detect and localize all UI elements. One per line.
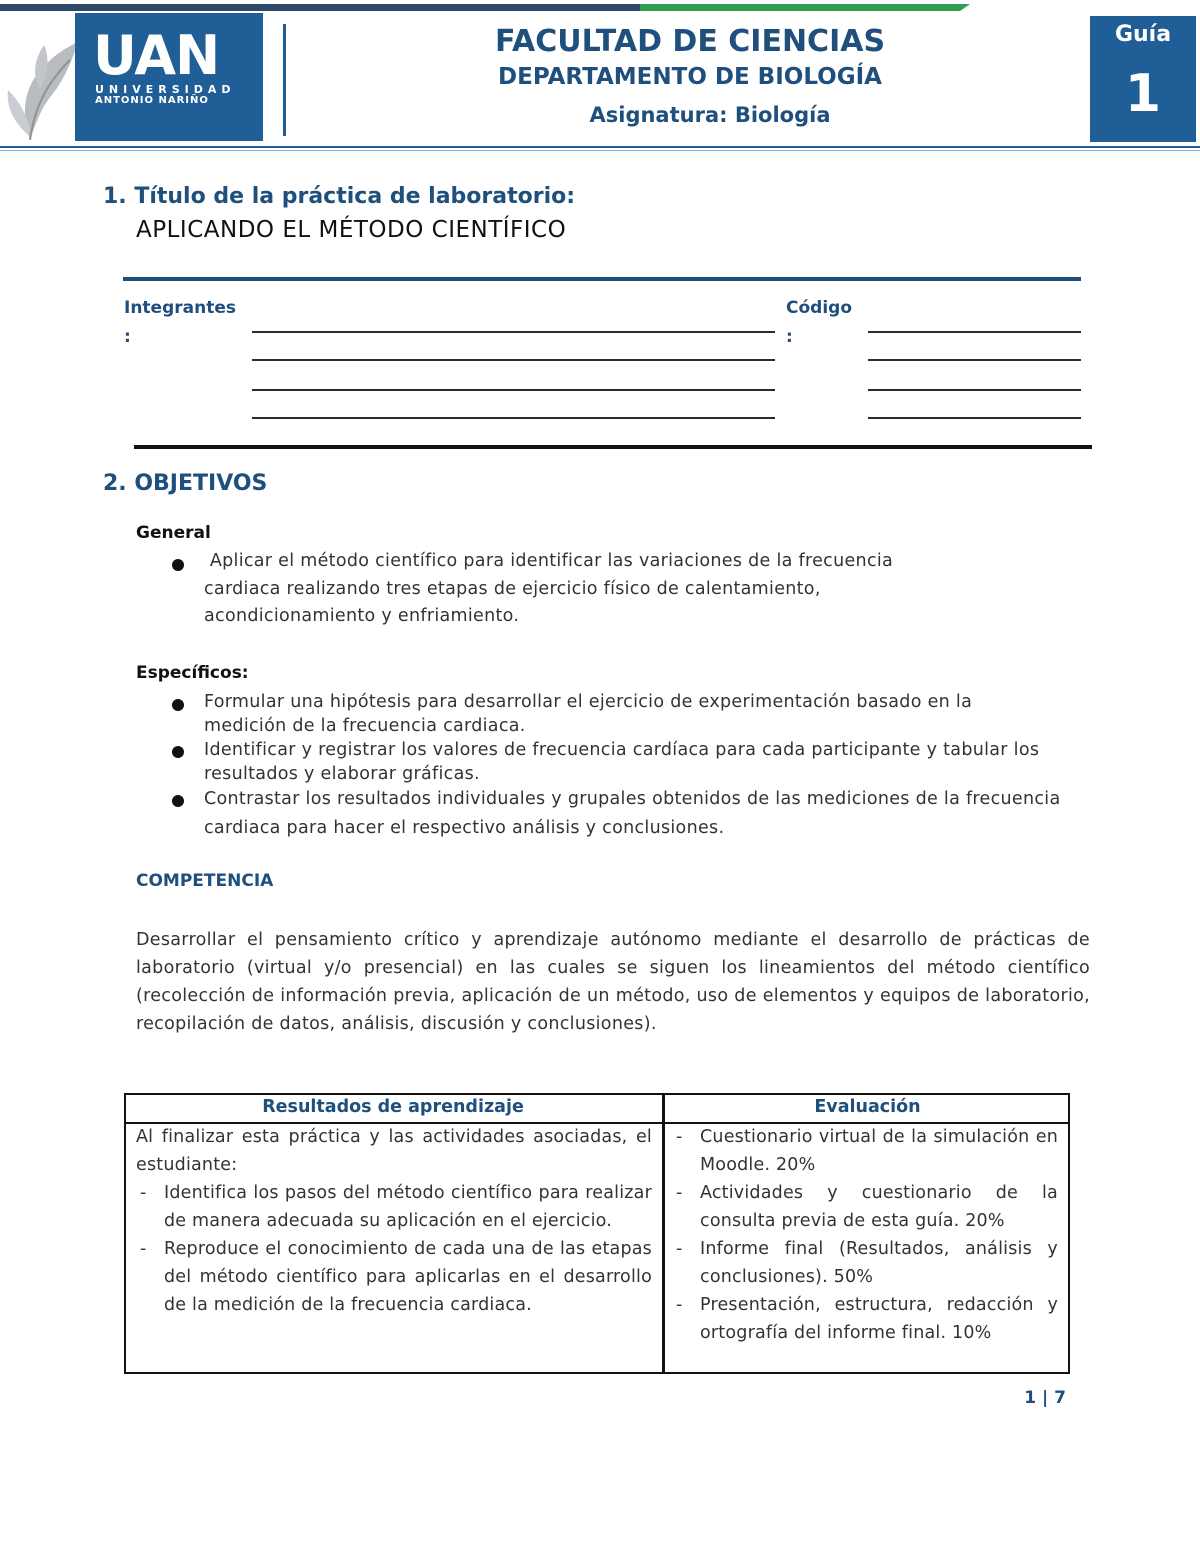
evaluation-item: - Cuestionario virtual de la simulación en Moodle. 20% [672,1123,1058,1179]
general-line-3: acondicionamiento y enfriamiento. [204,606,520,626]
integrantes-colon: : [124,327,131,347]
codigo-line-4[interactable] [868,417,1081,419]
header-stripe-dark [0,4,640,11]
evaluation-item: - Actividades y cuestionario de la consulta previa de esta guía. 20% [672,1179,1058,1235]
guide-label: Guía [1114,22,1172,47]
guide-number: 1 [1124,64,1162,124]
bullet-icon [172,795,184,807]
codigo-line-1[interactable] [868,331,1081,333]
logo-text: UAN [93,24,220,87]
subject-title: Asignatura: Biología [589,103,831,127]
integrante-line-2[interactable] [252,359,775,361]
table-cell-evaluation [672,1123,1058,1347]
table-cell-outcomes [136,1123,652,1319]
specific-1-line-2: medición de la frecuencia cardiaca. [204,716,526,736]
integrante-line-4[interactable] [252,417,775,419]
general-line-1: Aplicar el método científico para identificar las variaciones de la frecuencia [204,551,894,571]
codigo-colon: : [786,327,793,347]
section-2-heading: 2. OBJETIVOS [103,471,268,496]
evaluation-item: - Presentación, estructura, redacción y ortografía del informe final. 10% [672,1291,1058,1347]
table-header-outcomes: Resultados de aprendizaje [262,1097,524,1117]
title-rule [123,277,1081,281]
header-rule [0,146,1200,148]
bullet-icon [172,559,184,571]
header-rule-thin [0,150,1200,151]
outcome-item: - Identifica los pasos del método científico para realizar de manera adecuada su aplicación en el ejercicio. [136,1179,652,1235]
bullet-icon [172,699,184,711]
integrantes-label: Integrantes [124,298,236,318]
integrante-line-1[interactable] [252,331,775,333]
bullet-icon [172,746,184,758]
general-line-2: cardiaca realizando tres etapas de ejercicio físico de calentamiento, [204,579,821,599]
page-number: 1 | 7 [1024,1388,1066,1408]
practice-title: APLICANDO EL MÉTODO CIENTÍFICO [136,217,567,243]
section-1-heading: 1. Título de la práctica de laboratorio: [103,184,576,209]
specific-2-line-2: resultados y elaborar gráficas. [204,764,480,784]
members-rule [134,445,1092,449]
outcomes-intro: Al finalizar esta práctica y las actividades asociadas, el estudiante: [136,1127,652,1175]
integrante-line-3[interactable] [252,389,775,391]
logo-subtitle-1: UNIVERSIDAD [95,83,236,96]
outcome-item: - Reproduce el conocimiento de cada una de las etapas del método científico para aplicarlas en el desarrollo de la medición de la frecuencia cardiaca. [136,1235,652,1319]
specific-1-line-1: Formular una hipótesis para desarrollar el ejercicio de experimentación basado en la [204,692,973,712]
general-label: General [136,523,211,543]
codigo-line-3[interactable] [868,389,1081,391]
evaluation-item: - Informe final (Resultados, análisis y conclusiones). 50% [672,1235,1058,1291]
competencia-heading: COMPETENCIA [136,871,274,891]
specific-3-line-1: Contrastar los resultados individuales y grupales obtenidos de las mediciones de la frecuencia [204,789,1061,809]
header-divider [283,24,286,136]
codigo-label: Código [786,298,852,318]
specific-label: Específicos: [136,663,249,683]
logo-subtitle-2: ANTONIO NARIÑO [95,95,209,106]
department-title: DEPARTAMENTO DE BIOLOGÍA [498,64,882,90]
table-column-divider [662,1093,665,1374]
specific-2-line-1: Identificar y registrar los valores de frecuencia cardíaca para cada participante y tabular los [204,740,1040,760]
table-header-evaluation: Evaluación [814,1097,921,1117]
codigo-line-2[interactable] [868,359,1081,361]
header-stripe-green [640,4,970,11]
competencia-text: Desarrollar el pensamiento crítico y aprendizaje autónomo mediante el desarrollo de prácticas de laboratorio (virtual y/o presencial) en las cuales se siguen los lineamientos del método científico (recolección de información previa, aplicación de un método, uso de elementos y equipos de laboratorio, recopilación de datos, análisis, discusión y conclusiones). [136,930,1090,1034]
faculty-title: FACULTAD DE CIENCIAS [494,24,886,59]
specific-3-line-2: cardiaca para hacer el respectivo análisis y conclusiones. [204,818,725,838]
